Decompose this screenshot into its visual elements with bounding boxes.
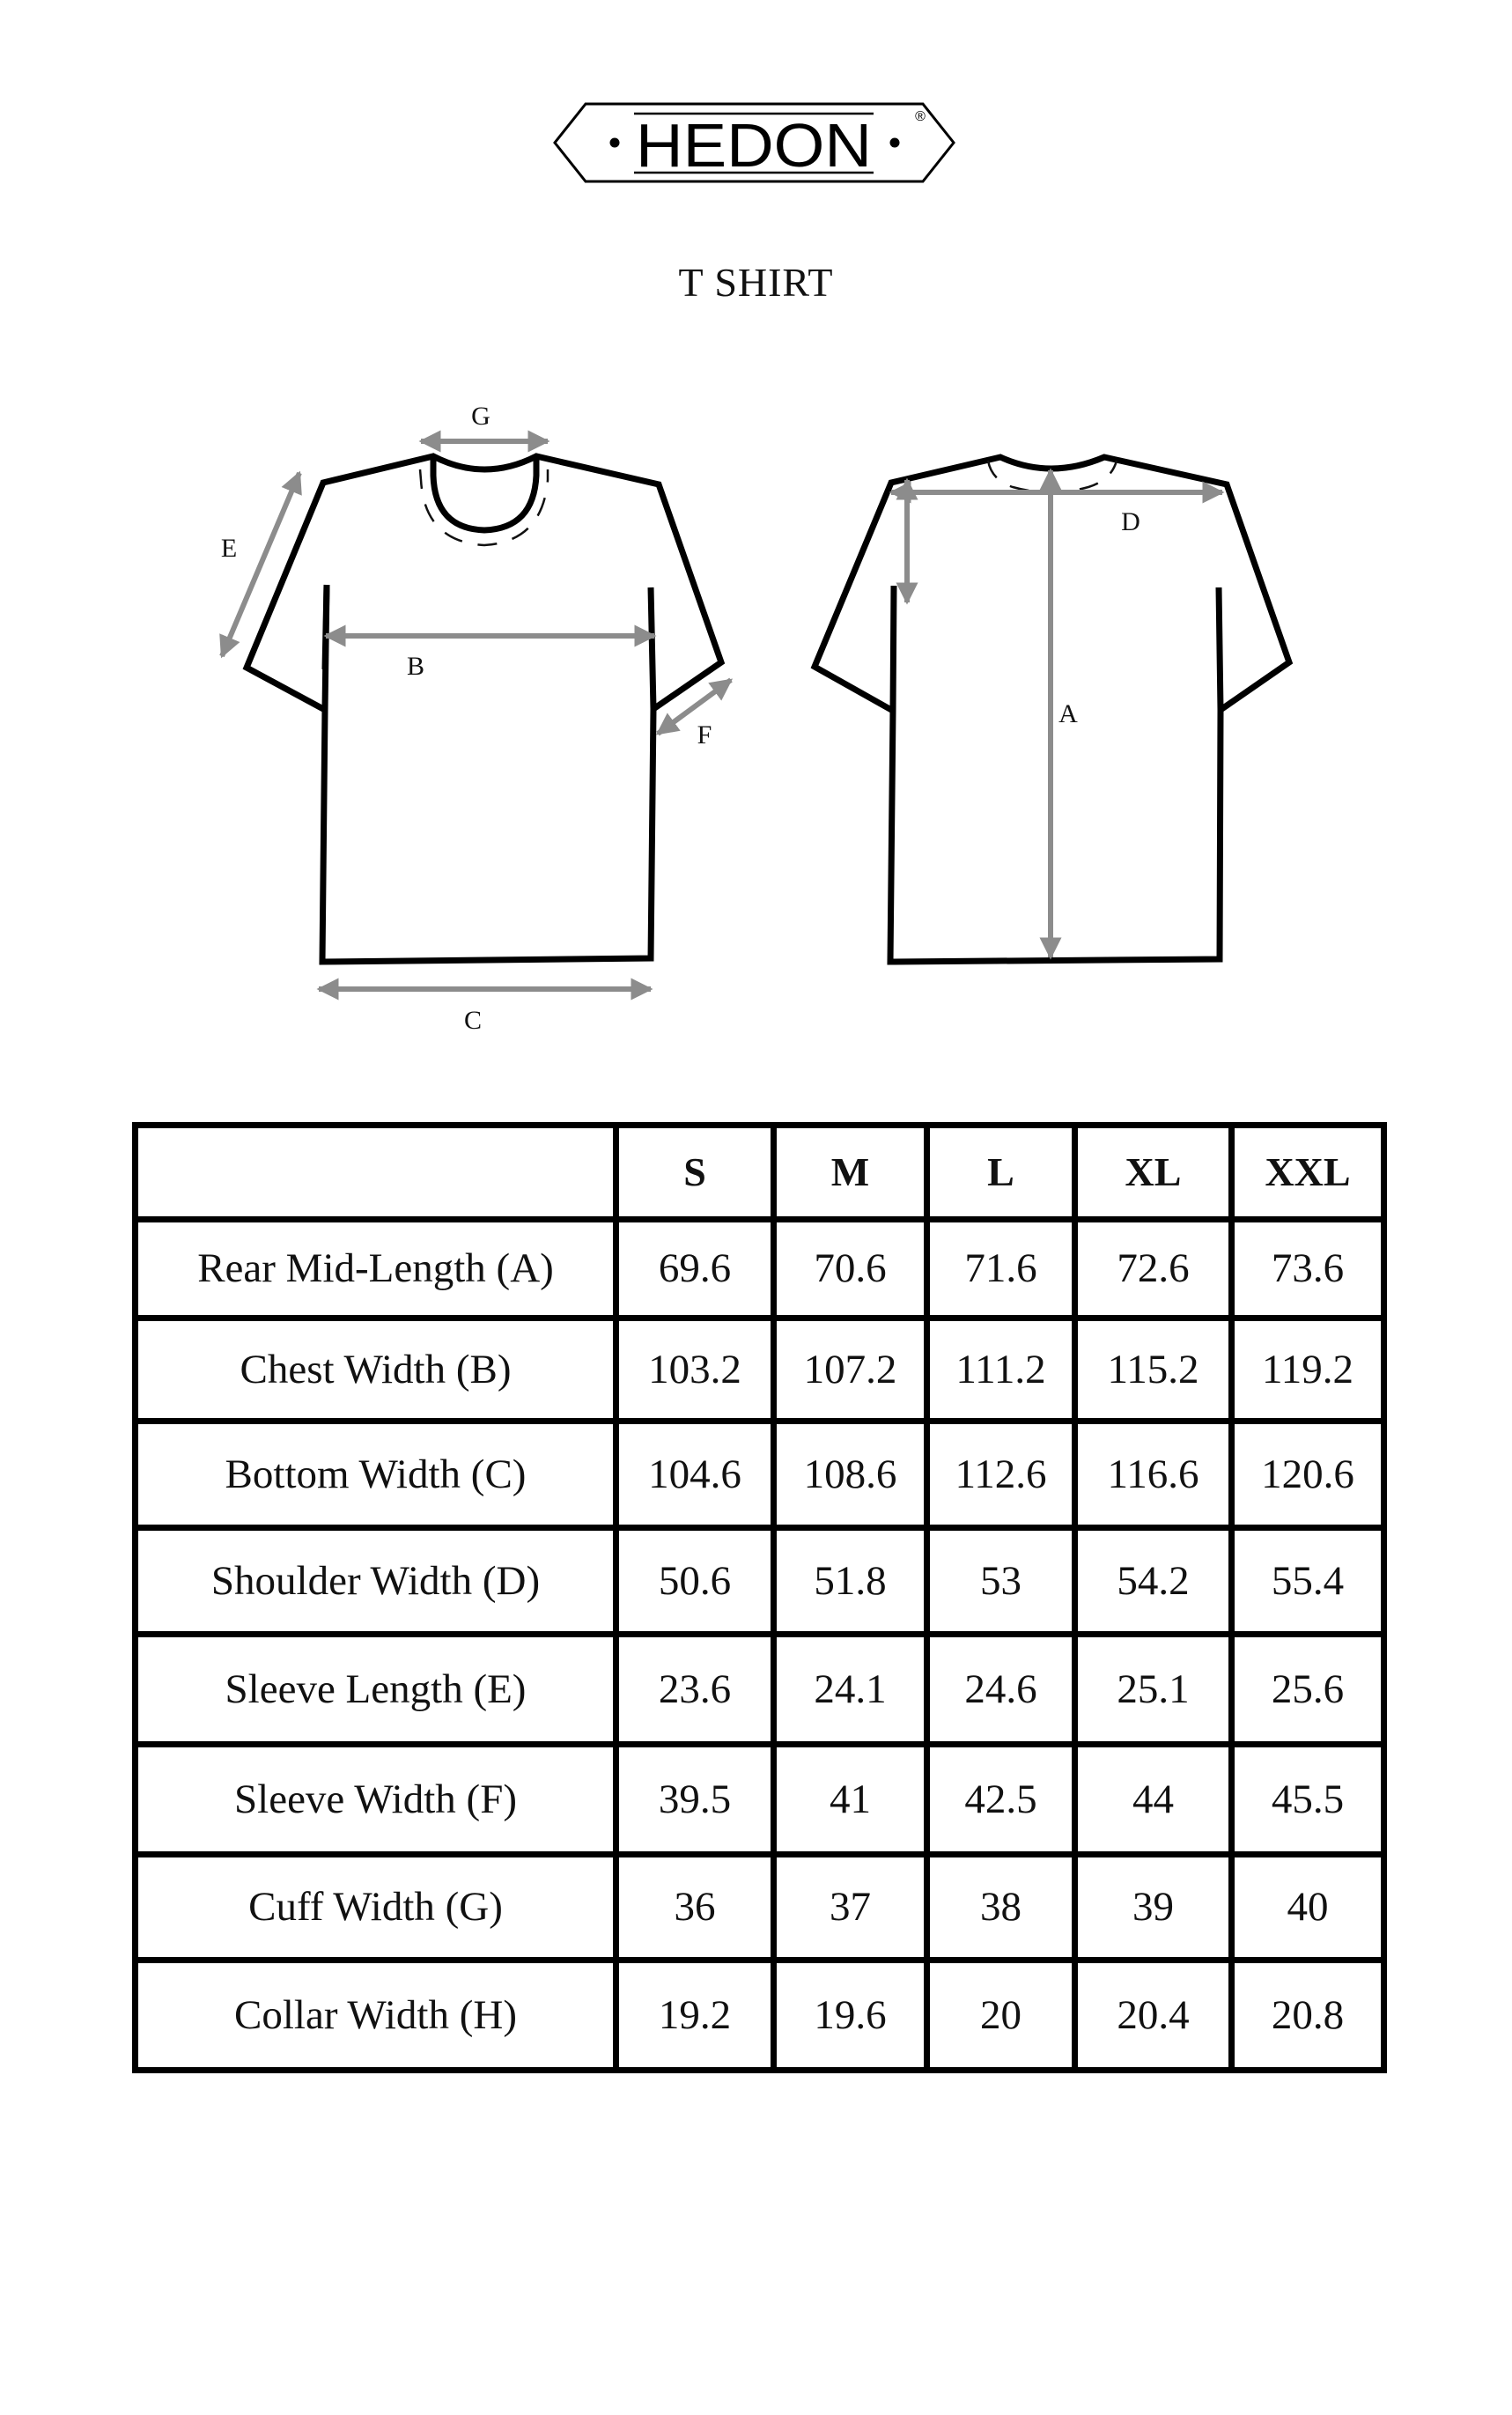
measurement-label: Sleeve Width (F): [136, 1745, 616, 1855]
measurement-value: 54.2: [1075, 1528, 1232, 1635]
measurement-value: 107.2: [774, 1318, 927, 1422]
measurement-value: 69.6: [616, 1220, 774, 1318]
label-f: F: [697, 720, 712, 750]
measurement-label: Shoulder Width (D): [136, 1528, 616, 1635]
size-header-l: L: [927, 1126, 1075, 1220]
measurement-label: Collar Width (H): [136, 1961, 616, 2071]
measurement-value: 71.6: [927, 1220, 1075, 1318]
measurement-diagrams: [0, 0, 1512, 1057]
label-e: E: [220, 534, 238, 563]
measurement-label: Rear Mid-Length (A): [136, 1220, 616, 1318]
measurement-value: 25.1: [1075, 1635, 1232, 1745]
back-tshirt-diagram: [815, 457, 1289, 962]
measurement-value: 45.5: [1232, 1745, 1384, 1855]
measurement-value: 72.6: [1075, 1220, 1232, 1318]
measurement-value: 116.6: [1075, 1422, 1232, 1528]
table-row: [136, 1961, 1384, 2071]
measurement-value: 73.6: [1232, 1220, 1384, 1318]
page-title: T SHIRT: [678, 260, 834, 305]
label-g: G: [471, 402, 490, 431]
measurement-value: 112.6: [927, 1422, 1075, 1528]
measurement-value: 20.8: [1232, 1961, 1384, 2071]
measurement-value: 19.2: [616, 1961, 774, 2071]
label-b: B: [406, 652, 425, 681]
size-header-s: S: [616, 1126, 774, 1220]
measure-arrow-f: [658, 680, 731, 734]
table-row: [136, 1528, 1384, 1635]
measurement-label: Chest Width (B): [136, 1318, 616, 1422]
label-a: A: [1058, 699, 1078, 728]
measurement-value: 44: [1075, 1745, 1232, 1855]
table-row: [136, 1220, 1384, 1318]
measurement-value: 19.6: [774, 1961, 927, 2071]
measurement-value: 55.4: [1232, 1528, 1384, 1635]
size-header-m: M: [774, 1126, 927, 1220]
registered-mark: ®: [915, 109, 926, 124]
measurement-value: 41: [774, 1745, 927, 1855]
measurement-value: 37: [774, 1855, 927, 1961]
measurement-value: 108.6: [774, 1422, 927, 1528]
front-tshirt-diagram: [221, 402, 731, 1035]
measurement-value: 104.6: [616, 1422, 774, 1528]
measurement-value: 36: [616, 1855, 774, 1961]
measurement-value: 115.2: [1075, 1318, 1232, 1422]
measurement-value: 42.5: [927, 1745, 1075, 1855]
measurement-value: 38: [927, 1855, 1075, 1961]
size-header-xl: XL: [1075, 1126, 1232, 1220]
measurement-value: 25.6: [1232, 1635, 1384, 1745]
measurement-value: 53: [927, 1528, 1075, 1635]
front-shirt-outline-left: [322, 585, 653, 962]
measurement-value: 39: [1075, 1855, 1232, 1961]
table-row: [136, 1745, 1384, 1855]
measurement-value: 51.8: [774, 1528, 927, 1635]
table-row: [136, 1855, 1384, 1961]
table-row: [136, 1635, 1384, 1745]
measurement-value: 40: [1232, 1855, 1384, 1961]
measurement-value: 119.2: [1232, 1318, 1384, 1422]
measurement-label: Cuff Width (G): [136, 1855, 616, 1961]
table-row: [136, 1422, 1384, 1528]
label-d: D: [1121, 507, 1140, 536]
size-header-xxl: XXL: [1232, 1126, 1384, 1220]
measurement-label: Bottom Width (C): [136, 1422, 616, 1528]
size-chart-table: [132, 1122, 1387, 2073]
measurement-value: 120.6: [1232, 1422, 1384, 1528]
logo-wordmark: HEDON: [636, 111, 872, 180]
measurement-value: 103.2: [616, 1318, 774, 1422]
measurement-value: 20: [927, 1961, 1075, 2071]
measurement-label: Sleeve Length (E): [136, 1635, 616, 1745]
table-row: [136, 1318, 1384, 1422]
measurement-value: 24.1: [774, 1635, 927, 1745]
measurement-value: 111.2: [927, 1318, 1075, 1422]
measurement-value: 24.6: [927, 1635, 1075, 1745]
measurement-value: 50.6: [616, 1528, 774, 1635]
measurement-value: 23.6: [616, 1635, 774, 1745]
measurement-value: 20.4: [1075, 1961, 1232, 2071]
label-c: C: [463, 1006, 483, 1035]
measurement-value: 39.5: [616, 1745, 774, 1855]
table-header-row: [136, 1126, 1384, 1220]
table-corner-cell: [136, 1126, 616, 1220]
measurement-value: 70.6: [774, 1220, 927, 1318]
